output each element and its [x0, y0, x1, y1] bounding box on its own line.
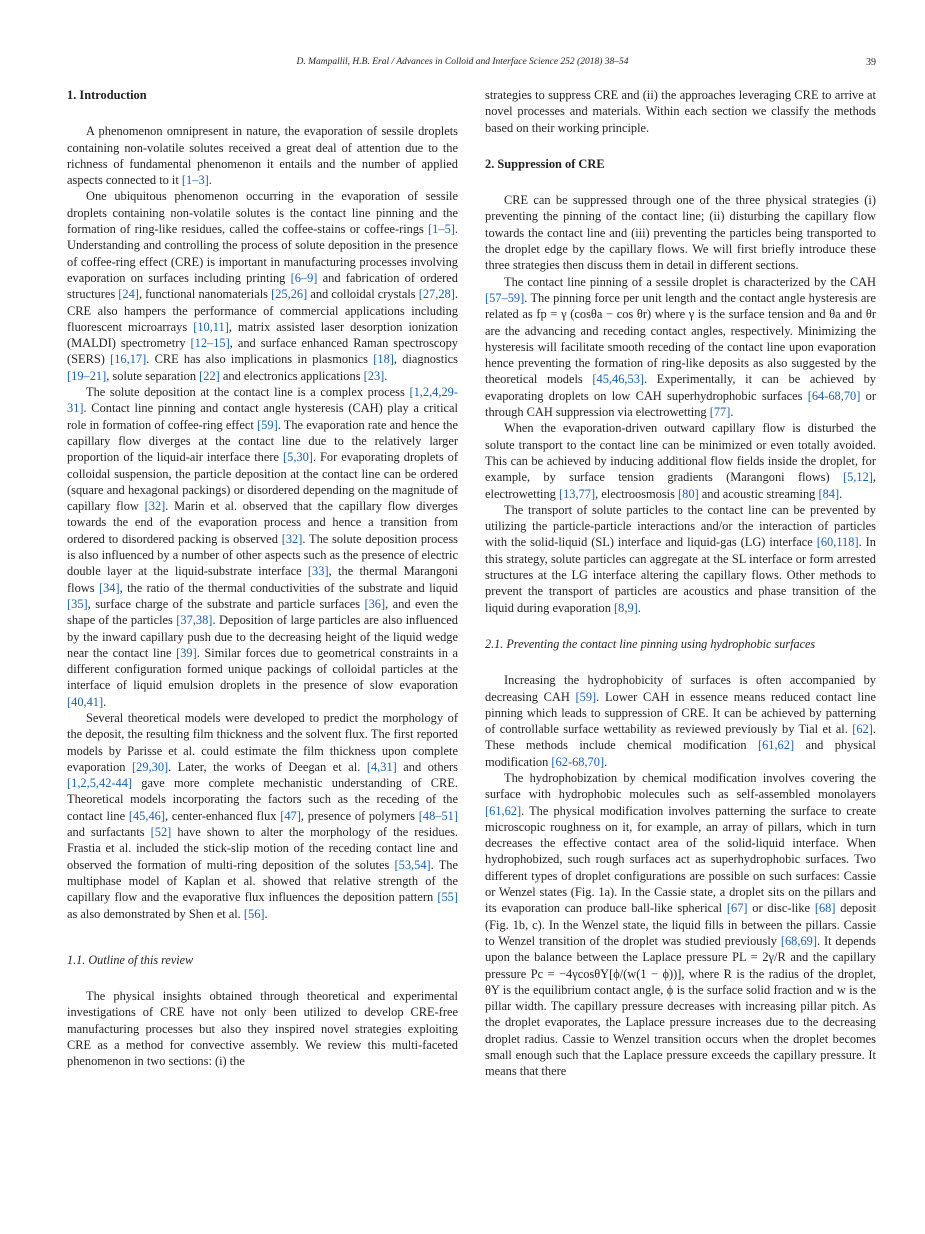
citation-link[interactable]: [61,62]	[485, 803, 522, 818]
paragraph: The contact line pinning of a sessile droplet is characterized by the CAH [57–59]. The pinning force per unit length and the contact angle hysteresis are related as fp = γ (cosθa − cos θr) where γ is the surface tension and θa and θr are the advancing and receding contact angles, respectively. Minimizing the hysteresis will facilitate smooth receding of the contact line upon evaporation hence preventing the formation of ring-like deposits as also suggested by the theoretical models [45,46,53]. Experimentally, it can be achieved by evaporating droplets on low CAH superhydrophobic surfaces [64-68,70] or through CAH suppression via electrowetting [77].	[485, 274, 876, 420]
citation-link[interactable]: [1,2,4,29-31]	[67, 385, 458, 416]
citation-link[interactable]: [19–21]	[67, 368, 107, 383]
citation-link[interactable]: [29,30]	[132, 759, 169, 774]
citation-link[interactable]: [53,54]	[394, 857, 431, 872]
paragraph: The physical insights obtained through theoretical and experimental investigations of CRE have not only been utilized to develop CRE-free manufacturing processes but also they inspired novel strategies exploiting CRE as a method for convective assembly. We review this multi-faceted phenomenon in two sections: (i) the	[67, 989, 458, 1069]
citation-link[interactable]: [64-68,70]	[807, 388, 861, 403]
citation-link[interactable]: [77]	[709, 405, 731, 420]
citation-link[interactable]: [45,46]	[128, 808, 165, 823]
citation-link[interactable]: [36]	[364, 596, 386, 611]
left-column	[67, 87, 458, 1070]
citation-link[interactable]: [84]	[818, 486, 840, 501]
section-heading-introduction: 1. Introduction	[67, 88, 147, 102]
citation-link[interactable]: [4,31]	[366, 759, 397, 774]
citation-link[interactable]: [52]	[150, 825, 172, 840]
paragraph: The hydrophobization by chemical modification involves covering the surface with hydrophobic molecules such as self-assembled monolayers [61,62]. The physical modification involves patterning the surface to create microscopic roughness on it, for example, an array of pillars, which in turn decreases the effective contact area of the solid-liquid interface. When hydrophobized, such rough surfaces act as superhydrophobic surfaces. Two different types of droplet configurations are possible on such surfaces: Cassie or Wenzel states (Fig. 1a). In the Cassie state, a droplet sits on the pillars and its evaporation can produce ball-like spherical [67] or disc-like [68] deposit (Fig. 1b, c). In the Wenzel state, the liquid fills in between the pillars. Cassie to Wenzel transition of the droplet was studied previously [68,69]. It depends upon the balance between the Laplace pressure PL = 2γ/R and the capillary pressure Pc = −4γcosθY[ϕ/(w(1 − ϕ))], where R is the radius of the droplet, θY is the equilibrium contact angle, ϕ is the surface solid fraction and w is the pillar width. The capillary pressure decreases with increasing pillar pitch. As the droplet evaporates, the Laplace pressure increases due to the decreasing droplet radius. Cassie to Wenzel transition occurs when the droplet becomes small enough such that the Laplace pressure exceeds the capillary pressure. It means that there	[485, 770, 877, 1079]
citation-link[interactable]: [59]	[575, 689, 597, 704]
paragraph: strategies to suppress CRE and (ii) the approaches leveraging CRE to arrive at novel processes and materials. Within each section we classify the methods based on their working principle.	[485, 88, 876, 135]
citation-link[interactable]: [1,2,5,42-44]	[67, 776, 133, 791]
citation-link[interactable]: [39]	[176, 645, 197, 660]
paragraph: CRE can be suppressed through one of the three physical strategies (i) preventing the pinning of the contact line; (ii) disturbing the capillary flow towards the contact line and (iii) preventing the particles being transported to the droplet edge by the capillary flows. We will first briefly introduce these three strategies then discuss them in detail in different sections.	[485, 193, 876, 273]
citation-link[interactable]: [10,11]	[193, 319, 229, 334]
citation-link[interactable]: [68,69]	[780, 933, 817, 948]
citation-link[interactable]: [40,41]	[67, 694, 104, 709]
citation-link[interactable]: [1–5]	[428, 222, 455, 237]
right-column	[485, 87, 876, 1080]
citation-link[interactable]: [5,12]	[842, 470, 873, 485]
citation-link[interactable]: [80]	[678, 486, 699, 501]
citation-link[interactable]: [27,28]	[418, 287, 455, 302]
paragraph: The transport of solute particles to the contact line can be prevented by utilizing the particle-particle interactions and/or the interaction of particles with the solid-liquid (SL) interface and liquid-gas (LG) interface [60,118]. In this strategy, solute particles can aggregate at the SL interface or form arrested structures at the LG interface altering the capillary flows. Other methods to prevent the transport of particles are acoustics and phase transition of the liquid during evaporation [8,9].	[485, 502, 876, 615]
paragraph: When the evaporation-driven outward capillary flow is disturbed the solute transport to the contact line can be minimized or even totally avoided. This can be achieved by inducing additional flow fields inside the droplet, for example, by surface tension gradients (Marangoni flows) [5,12], electrowetting [13,77], electroosmosis [80] and acoustic streaming [84].	[485, 421, 876, 501]
paragraph: Increasing the hydrophobicity of surfaces is often accompanied by decreasing CAH [59]. Lower CAH in essence means reduced contact line pinning which leads to suppression of CRE. It can be achieved by patterning of controllable surface wettability as reviewed previously by Tial et al. [62]. These methods include chemical modification [61,62] and physical modification [62-68,70].	[485, 673, 877, 769]
citation-link[interactable]: [22]	[199, 368, 220, 383]
citation-link[interactable]: [23]	[363, 368, 385, 383]
journal-citation: D. Mampallil, H.B. Eral / Advances in Colloid and Interface Science 252 (2018) 38–54	[296, 57, 629, 67]
citation-link[interactable]: [25,26]	[271, 287, 308, 302]
citation-link[interactable]: [47]	[280, 808, 301, 823]
citation-link[interactable]: [59]	[257, 417, 278, 432]
paragraph: One ubiquitous phenomenon occurring in the evaporation of sessile droplets containing non-volatile solutes is the contact line pinning and the formation of ring-like residues, called the coffee-stains or coffee-rings [1–5]. Understanding and controlling the process of solute deposition in the presence of coffee-ring effect (CRE) is important in manufacturing processes involving evaporation on surfaces including printing [6–9] and fabrication of ordered structures [24], functional nanomaterials [25,26] and colloidal crystals [27,28]. CRE also hampers the performance of commercial applications including fluorescent microarrays [10,11], matrix assisted laser desorption ionization (MALDI) spectrometry [12–15], and surface enhanced Raman spectroscopy (SERS) [16,17]. CRE has also implications in plasmonics [18], diagnostics [19–21], solute separation [22] and electronics applications [23].	[67, 189, 458, 383]
citation-link[interactable]: [18]	[373, 352, 394, 367]
citation-link[interactable]: [12–15]	[190, 336, 230, 351]
citation-link[interactable]: [60,118]	[816, 535, 859, 550]
citation-link[interactable]: [62]	[852, 722, 873, 737]
paragraph: The solute deposition at the contact line is a complex process [1,2,4,29-31]. Contact line pinning and contact angle hysteresis (CAH) play a critical role in formation of coffee-ring effect [59]. The evaporation rate and hence the capillary flow diverges at the contact line due to the relatively larger proportion of the liquid-air interface there [5,30]. For evaporating droplets of colloidal suspension, the particle deposition at the contact line can be ordered (square and hexagonal packings) or disordered depending on the magnitude of capillary flow [32]. Marin et al. observed that the capillary flow diverges towards the end of the evaporation process and hence a transition from ordered to disordered packing is observed [32]. The solute deposition process is also influenced by a number of other aspects such as the presence of electric double layer at the liquid-substrate interface [33], the thermal Marangoni flows [34], the ratio of the thermal conductivities of the substrate and liquid [35], surface charge of the substrate and particle surfaces [36], and even the shape of the particles [37,38]. Deposition of large particles are also influenced by the inward capillary push due to the decreasing height of the liquid wedge near the contact line [39]. Similar forces due to geometrical constraints in a different configuration formed unique packings of colloidal particles at the interface of liquid emulsion droplets in the presence of slow evaporation [40,41].	[67, 385, 459, 709]
citation-link[interactable]: [34]	[98, 580, 120, 595]
subsection-heading-outline: 1.1. Outline of this review	[67, 952, 194, 967]
page-number: 39	[866, 57, 876, 68]
citation-link[interactable]: [33]	[307, 564, 329, 579]
citation-link[interactable]: [32]	[281, 531, 303, 546]
citation-link[interactable]: [67]	[726, 901, 748, 916]
citation-link[interactable]: [37,38]	[176, 613, 213, 628]
citation-link[interactable]: [24]	[118, 287, 139, 302]
citation-link[interactable]: [6–9]	[290, 270, 318, 285]
citation-link[interactable]: [45,46,53]	[592, 372, 645, 387]
citation-link[interactable]: [68]	[814, 901, 836, 916]
citation-link[interactable]: [13,77]	[558, 486, 596, 501]
citation-link[interactable]: [61,62]	[757, 738, 795, 753]
citation-link[interactable]: [56]	[243, 906, 265, 921]
citation-link[interactable]: [5,30]	[283, 450, 313, 465]
running-head	[0, 57, 925, 73]
section-heading-suppression: 2. Suppression of CRE	[485, 156, 605, 171]
citation-link[interactable]: [8,9]	[614, 600, 638, 615]
citation-link[interactable]: [32]	[144, 499, 166, 514]
citation-link[interactable]: [55]	[437, 890, 458, 905]
citation-link[interactable]: [48–51]	[418, 808, 458, 823]
subsection-heading-hydrophobic: 2.1. Preventing the contact line pinning using hydrophobic surfaces	[485, 636, 816, 651]
paragraph: A phenomenon omnipresent in nature, the evaporation of sessile droplets containing non-volatile solutes received a great deal of attention due to the richness of fundamental phenomenon it entails and the number of applied aspects connected to it [1–3].	[67, 124, 458, 188]
citation-link[interactable]: [1–3]	[181, 173, 209, 188]
citation-link[interactable]: [16,17]	[110, 352, 147, 367]
citation-link[interactable]: [35]	[67, 596, 88, 611]
citation-link[interactable]: [57–59]	[485, 290, 525, 305]
paragraph: Several theoretical models were developed to predict the morphology of the deposit, the resulting film thickness and the solvent flux. The first reported models by Parisse et al. could estimate the film thickness upon complete evaporation [29,30]. Later, the works of Deegan et al. [4,31] and others [1,2,5,42-44] gave more complete mechanistic understanding of CRE. Theoretical models incorporating the factors such as the receding of the contact line [45,46], center-enhanced flux [47], presence of polymers [48–51] and surfactants [52] have shown to alter the morphology of the residues. Frastia et al. included the stick-slip motion of the receding contact line and observed the formation of multi-ring deposition of the solutes [53,54]. The multiphase model of Kaplan et al. showed that relative strength of the capillary flow and the evaporative flux influences the deposition pattern [55] as also demonstrated by Shen et al. [56].	[67, 710, 458, 921]
citation-link[interactable]: [62-68,70]	[551, 754, 605, 769]
